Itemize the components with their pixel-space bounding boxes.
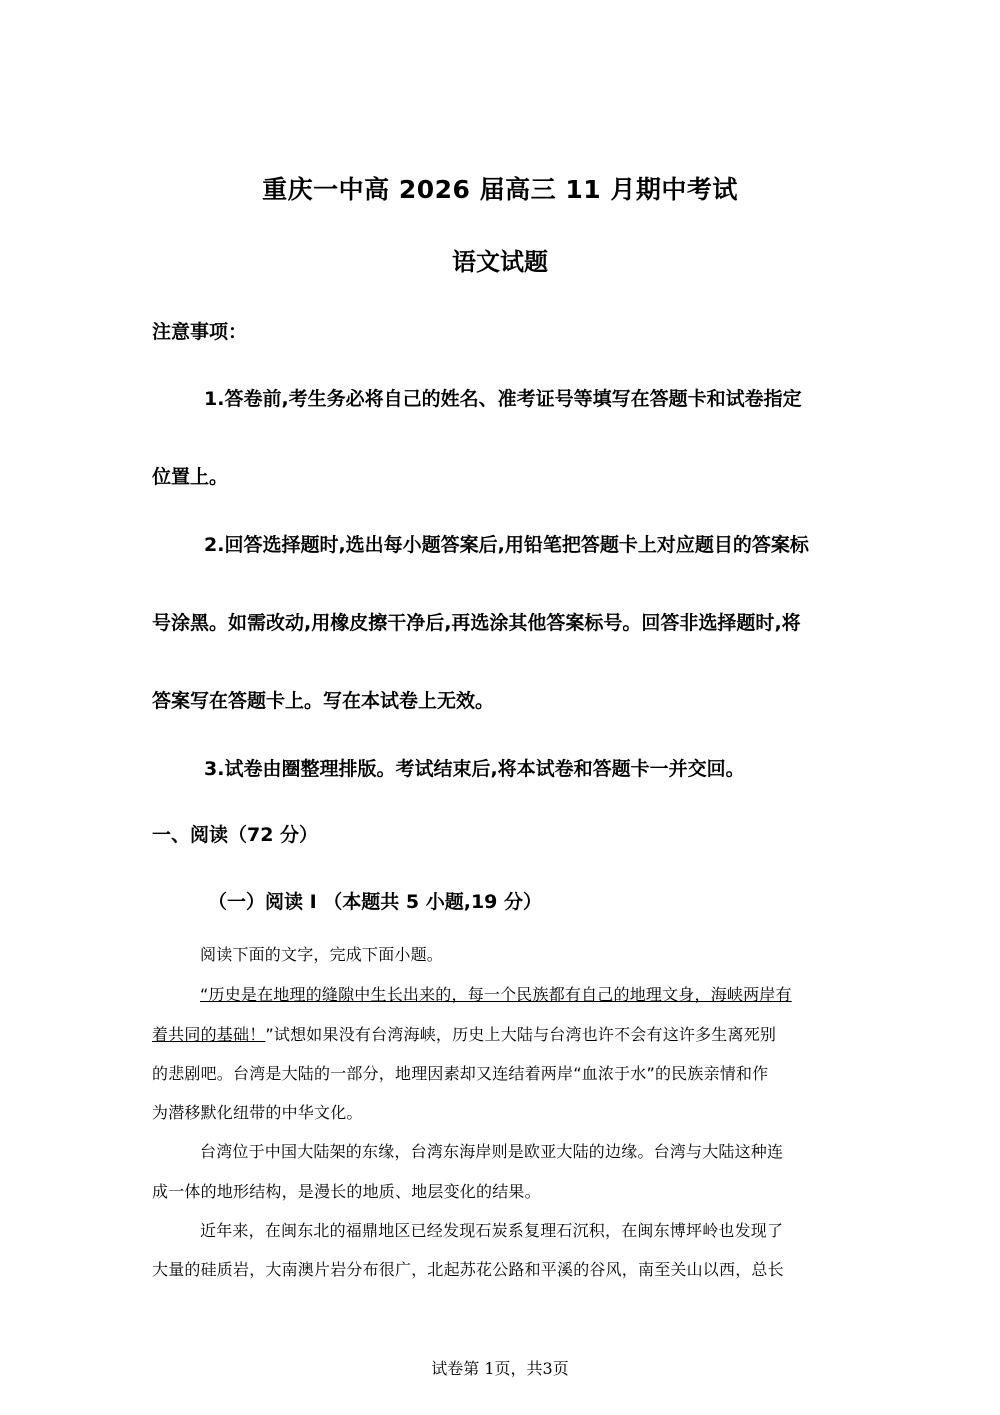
notice-item-2-line-1: 2.回答选择题时,选出每小题答案后,用铅笔把答题卡上对应题目的答案标 bbox=[204, 534, 809, 556]
page-footer: 试卷第 1页，共3页 bbox=[431, 1359, 569, 1378]
section-heading: 一、阅读（72 分） bbox=[152, 824, 319, 846]
passage-p2-line-2: 成一体的地形结构，是漫长的地质、地层变化的结果。 bbox=[152, 1182, 541, 1201]
passage-p1-line-4: 为潜移默化纽带的中华文化。 bbox=[152, 1103, 363, 1122]
passage-p1-line-2 bbox=[152, 1022, 776, 1045]
notice-item-2-line-3: 答案写在答题卡上。写在本试卷上无效。 bbox=[152, 690, 495, 712]
passage-p1-line-2-underlined: 着共同的基础！ bbox=[152, 1025, 266, 1044]
page-title: 重庆一中高 2026 届高三 11 月期中考试 bbox=[262, 175, 738, 204]
passage-p3-line-1: 近年来，在闽东北的福鼎地区已经发现石炭系复理石沉积，在闽东博坪岭也发现了 bbox=[200, 1221, 784, 1240]
passage-instruction: 阅读下面的文字，完成下面小题。 bbox=[200, 945, 444, 964]
subsection-heading: （一）阅读 I （本题共 5 小题,19 分） bbox=[208, 891, 543, 913]
notice-item-1-line-2: 位置上。 bbox=[152, 466, 229, 488]
passage-p1-line-1: “历史是在地理的缝隙中生长出来的，每一个民族都有自己的地理文身，海峡两岸有 bbox=[200, 985, 792, 1004]
passage-p3-line-2: 大量的硅质岩，大南澳片岩分布很广，北起苏花公路和平溪的谷风，南至关山以西，总长 bbox=[152, 1260, 784, 1279]
notice-item-2-line-2: 号涂黑。如需改动,用橡皮擦干净后,再选涂其他答案标号。回答非选择题时,将 bbox=[152, 612, 801, 634]
notice-item-3: 3.试卷由圈整理排版。考试结束后,将本试卷和答题卡一并交回。 bbox=[204, 758, 745, 780]
passage-p1-line-3: 的悲剧吧。台湾是大陆的一部分，地理因素却又连结着两岸“血浓于水”的民族亲情和作 bbox=[152, 1064, 769, 1083]
notice-item-1-line-1: 1.答卷前,考生务必将自己的姓名、准考证号等填写在答题卡和试卷指定 bbox=[204, 388, 802, 410]
notice-heading: 注意事项： bbox=[152, 321, 248, 343]
subject-title: 语文试题 bbox=[452, 248, 548, 276]
passage-p2-line-1: 台湾位于中国大陆架的东缘，台湾东海岸则是欧亚大陆的边缘。台湾与大陆这种连 bbox=[200, 1142, 784, 1161]
passage-p1-line-2-rest: ”试想如果没有台湾海峡，历史上大陆与台湾也许不会有这许多生离死别 bbox=[265, 1025, 777, 1044]
